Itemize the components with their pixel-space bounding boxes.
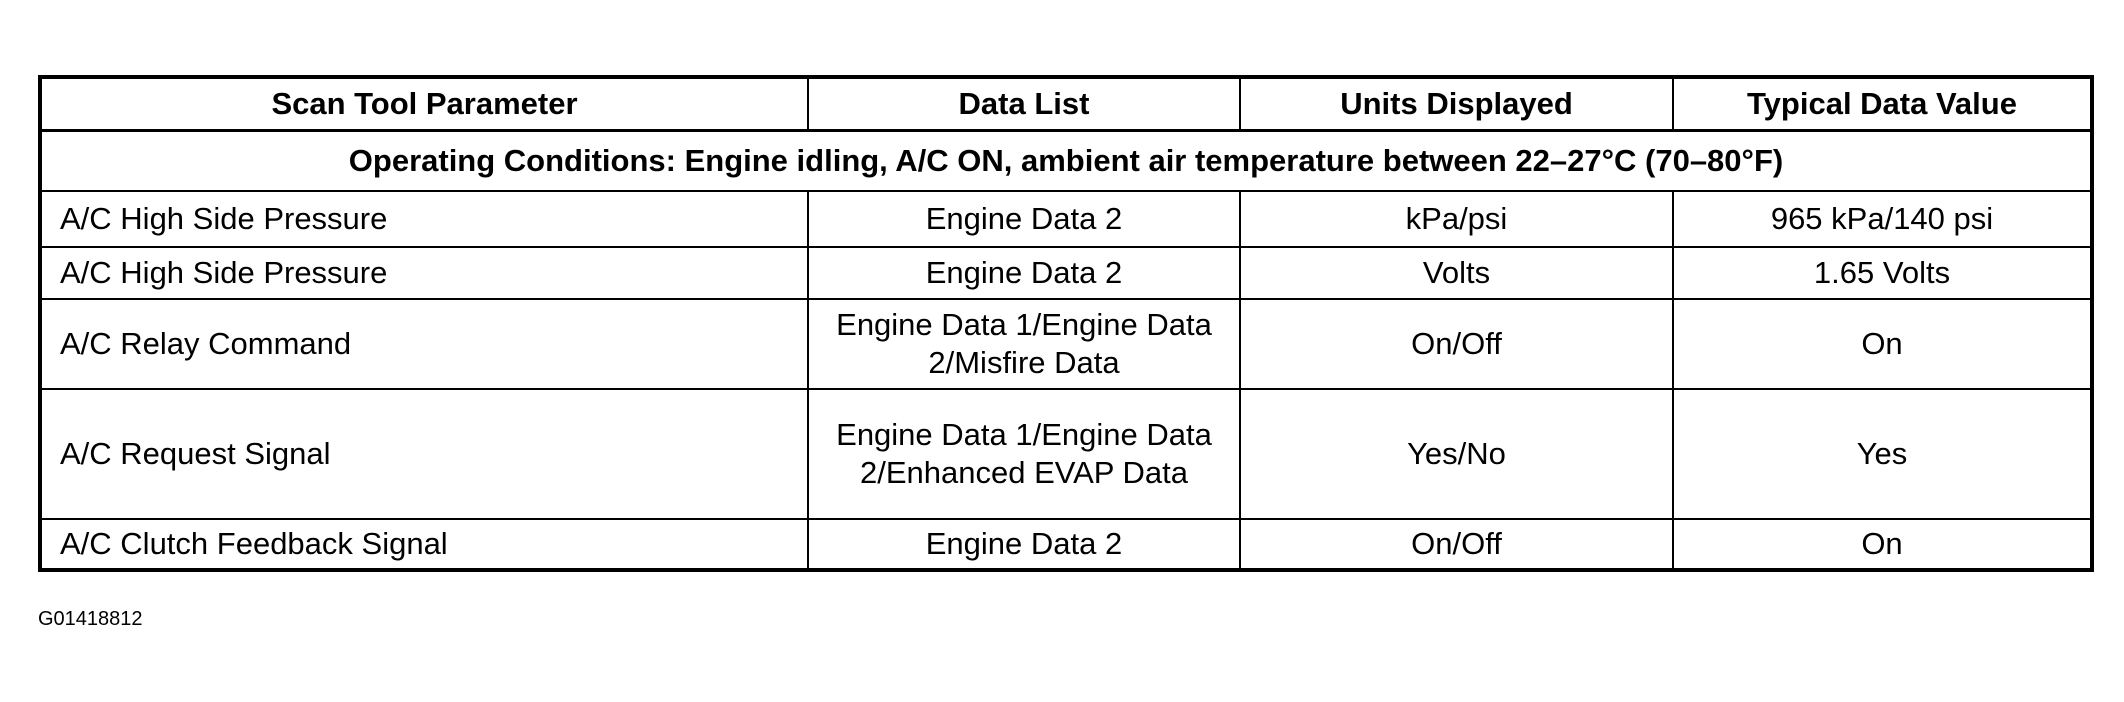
operating-conditions-row	[40, 131, 2092, 192]
header-typical-data-value: Typical Data Value	[1673, 77, 2092, 131]
data-list-cell: Engine Data 2	[808, 191, 1240, 247]
table-row	[40, 389, 2092, 519]
header-scan-tool-parameter: Scan Tool Parameter	[40, 77, 808, 131]
units-cell: kPa/psi	[1240, 191, 1673, 247]
parameter-cell: A/C Request Signal	[40, 389, 808, 519]
parameter-cell: A/C Clutch Feedback Signal	[40, 519, 808, 570]
scan-tool-data-table-container	[38, 75, 2090, 572]
units-cell: On/Off	[1240, 299, 1673, 389]
header-data-list: Data List	[808, 77, 1240, 131]
data-list-cell: Engine Data 2	[808, 247, 1240, 299]
header-row	[40, 77, 2092, 131]
data-list-cell: Engine Data 1/Engine Data 2/Enhanced EVAP Data	[808, 389, 1240, 519]
figure-id: G01418812	[38, 608, 143, 630]
typical-value-cell: 1.65 Volts	[1673, 247, 2092, 299]
parameter-cell: A/C Relay Command	[40, 299, 808, 389]
scan-tool-data-table	[38, 75, 2094, 572]
typical-value-cell: Yes	[1673, 389, 2092, 519]
typical-value-cell: On	[1673, 299, 2092, 389]
parameter-cell: A/C High Side Pressure	[40, 247, 808, 299]
data-list-cell: Engine Data 1/Engine Data 2/Misfire Data	[808, 299, 1240, 389]
parameter-cell: A/C High Side Pressure	[40, 191, 808, 247]
operating-conditions: Operating Conditions: Engine idling, A/C ON, ambient air temperature between 22–27°C (70–80°F)	[40, 131, 2092, 192]
data-list-cell: Engine Data 2	[808, 519, 1240, 570]
header-units-displayed: Units Displayed	[1240, 77, 1673, 131]
units-cell: Volts	[1240, 247, 1673, 299]
table-row	[40, 299, 2092, 389]
table-row	[40, 519, 2092, 570]
table-row	[40, 191, 2092, 247]
typical-value-cell: On	[1673, 519, 2092, 570]
typical-value-cell: 965 kPa/140 psi	[1673, 191, 2092, 247]
units-cell: Yes/No	[1240, 389, 1673, 519]
units-cell: On/Off	[1240, 519, 1673, 570]
table-row	[40, 247, 2092, 299]
